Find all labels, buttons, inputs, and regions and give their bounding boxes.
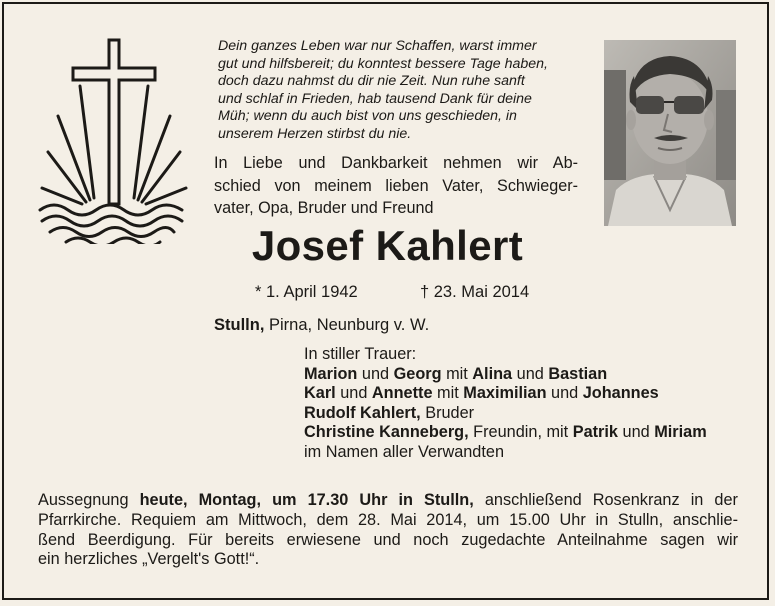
notice-line: ßend Beerdigung. Für bereits erwiesene und noch zugedachte Anteilnahme sagen wir <box>38 530 738 549</box>
hometowns <box>214 316 429 335</box>
memorial-poem <box>218 38 588 144</box>
poem-line: Dein ganzes Leben war nur Schaffen, warst immer <box>218 38 537 54</box>
notice-emphasis: heute, Montag, um 17.30 Uhr in Stulln, <box>139 491 474 509</box>
poem-line: unserem Herzen stirbst du nie. <box>218 125 412 142</box>
places-other: Pirna, Neunburg v. W. <box>264 316 430 334</box>
intro-line: vater, Opa, Bruder und Freund <box>214 199 434 218</box>
mourners-header: In stiller Trauer: <box>304 345 417 363</box>
mourner-name: Miriam <box>654 423 707 442</box>
notice-line <box>38 491 738 511</box>
poem-line: und schlaf in Frieden, hab tausend Dank für deine <box>218 90 532 107</box>
relation: Freundin, mit <box>468 423 573 442</box>
deceased-name: Josef Kahlert <box>251 222 524 269</box>
mourner-name: Johannes <box>582 384 659 403</box>
farewell-intro <box>214 152 578 220</box>
mourner-line <box>304 384 707 404</box>
mourner-name: Rudolf Kahlert, <box>304 403 421 422</box>
notice-line: ein herzliches „Vergelt's Gott!“. <box>38 550 260 569</box>
funeral-notice <box>38 491 738 570</box>
intro-line: In Liebe und Dankbarkeit nehmen wir Ab- <box>214 154 578 172</box>
poem-line: doch dazu nahmst du dir nie Zeit. Nun ruhe sanft <box>218 73 525 90</box>
connector: und <box>357 364 394 383</box>
cross-rising-sun-waves-icon <box>36 38 188 244</box>
mourner-line <box>304 365 707 385</box>
notice-line: Pfarrkirche. Requiem am Mittwoch, dem 28. Mai 2014, um 15.00 Uhr in Stulln, anschlie- <box>38 510 738 529</box>
notice-text: anschließend Rosenkranz in der <box>473 491 738 509</box>
mourners-footer: im Namen aller Verwandten <box>304 442 504 461</box>
mourner-line <box>304 404 707 424</box>
mourner-name: Marion <box>304 364 358 383</box>
death-date: † 23. Mai 2014 <box>420 283 530 301</box>
mourners-list <box>304 345 707 463</box>
mourner-name: Bastian <box>548 364 608 383</box>
poem-line: Müh; wenn du auch bist von uns geschieden, in <box>218 108 517 125</box>
connector: und <box>546 384 583 403</box>
connector: und <box>617 423 655 442</box>
place-main: Stulln, <box>214 316 265 334</box>
intro-line: schied von meinem lieben Vater, Schwieger- <box>214 176 578 195</box>
mourner-line <box>304 423 707 443</box>
mourner-name: Alina <box>472 364 513 383</box>
poem-line: gut und hilfsbereit; du konntest bessere Tage haben, <box>218 55 548 72</box>
connector: mit <box>432 384 464 403</box>
birth-date: * 1. April 1942 <box>255 283 358 301</box>
connector: und <box>335 384 372 403</box>
mourner-name: Maximilian <box>463 384 547 403</box>
notice-text: Aussegnung <box>38 491 140 509</box>
mourner-name: Georg <box>393 364 442 383</box>
mourner-name: Karl <box>304 384 336 403</box>
connector: und <box>512 364 549 383</box>
mourner-name: Annette <box>371 384 433 403</box>
relation: Bruder <box>420 403 475 422</box>
connector: mit <box>441 364 473 383</box>
mourner-name: Christine Kanneberg, <box>304 423 469 442</box>
mourner-name: Patrik <box>572 423 618 442</box>
portrait-photo <box>604 40 736 226</box>
